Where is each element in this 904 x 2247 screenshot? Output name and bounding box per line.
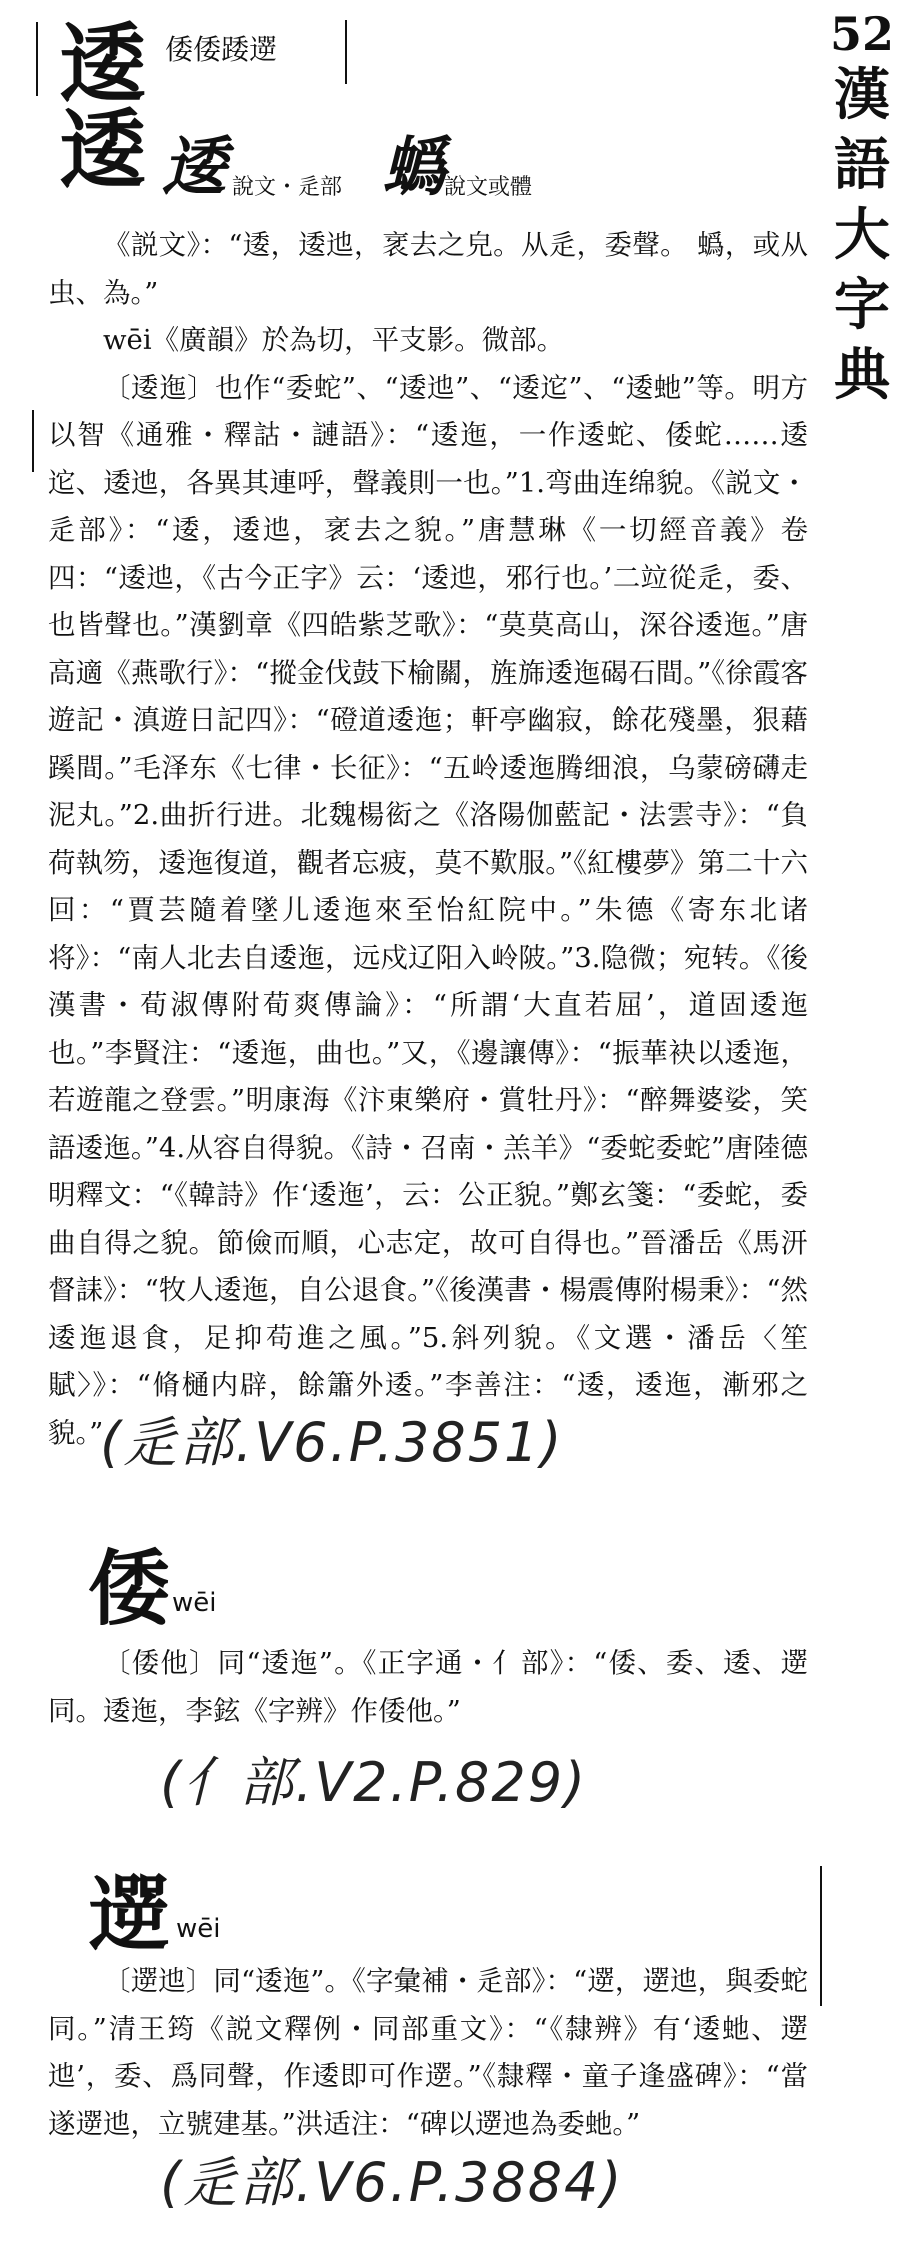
seal-variant-glyph: 蟡 bbox=[382, 130, 446, 205]
dictionary-sidebar bbox=[830, 8, 894, 410]
definition-paragraph: 〔倭他〕同“逶迤”。《正字通・亻部》：“倭、委、逶、遻同。逶迤，李鉉《字辨》作倭他。” bbox=[48, 1647, 808, 1727]
volume-number: 52 bbox=[830, 7, 895, 61]
entry-body bbox=[48, 1958, 808, 2148]
entry-body bbox=[48, 1640, 808, 1735]
handwritten-reference: (辵部.V6.P.3851) bbox=[100, 1411, 564, 1474]
margin-line bbox=[36, 22, 38, 96]
margin-line bbox=[345, 20, 347, 84]
seal-variant-caption: 說文或體 bbox=[444, 175, 533, 200]
seal-script-glyph: 逶 bbox=[162, 130, 226, 205]
headword-traditional: 逶 bbox=[60, 100, 146, 201]
title-char-5: 典 bbox=[834, 342, 890, 408]
margin-line bbox=[820, 1866, 822, 2006]
entry-body bbox=[48, 222, 808, 1457]
shuowen-paragraph: 《説文》：“逶，逶迆，衺去之皃。从辵，委聲。 蟡，或从虫、為。” bbox=[48, 229, 808, 309]
handwritten-reference: (辵部.V6.P.3884) bbox=[160, 2151, 624, 2214]
headword: 遻 bbox=[88, 1867, 171, 1963]
variant-forms: 倭倭踒遻 bbox=[165, 33, 278, 66]
title-char-4: 字 bbox=[834, 272, 890, 338]
headword-main: 逶 bbox=[60, 14, 146, 115]
title-char-2: 語 bbox=[834, 132, 890, 198]
pinyin: wēi bbox=[176, 1914, 221, 1944]
definition-paragraph: 〔遻迆〕同“逶迤”。《字彙補・辵部》：“遻，遻迆，與委蛇同。”清王筠《説文釋例・同部重文》：“《隸辨》有‘逶虵、遻迆’，委、爲同聲，作逶即可作遻。”《隸釋・童子逢盛碑》：“當遂遻迆，立號建基。”洪适注：“碑以遻迆為委虵。” bbox=[48, 1965, 808, 2140]
title-char-1: 漢 bbox=[834, 62, 890, 128]
headword: 倭 bbox=[88, 1541, 171, 1637]
definition-paragraph: 〔逶迤〕也作“委蛇”、“逶迆”、“逶迱”、“逶虵”等。明方以智《通雅・釋詁・謰語》：“逶迤，一作逶蛇、倭蛇……逶迱、逶迆，各異其連呼，聲義則一也。”1.弯曲连绵貌。《説文・辵部》：“逶，逶迆，衺去之貌。”唐慧琳《一切經音義》卷四：“逶迆，《古今正字》云：‘逶迆，邪行也。’二竝從辵，委、也皆聲也。”漢劉章《四皓紫芝歌》：“莫莫高山，深谷逶迤。”唐高適《燕歌行》：“摐金伐鼓下榆關，旌旆逶迤碣石間。”《徐霞客遊記・滇遊日記四》：“磴道逶迤；軒亭幽寂，餘花殘墨，狠藉蹊間。”毛泽东《七律・长征》：“五岭逶迤腾细浪，乌蒙磅礴走泥丸。”2.曲折行进。北魏楊衒之《洛陽伽藍記・法雲寺》：“負荷執笏，逶迤復道，觀者忘疲，莫不歎服。”《紅樓夢》第二十六回：“賈芸隨着墜儿逶迤來至怡紅院中。”朱德《寄东北诸将》：“南人北去自逶迤，远戍辽阳入岭陂。”3.隐微；宛转。《後漢書・荀淑傳附荀爽傳論》：“所謂‘大直若屈’，道固逶迤也。”李賢注：“逶迤，曲也。”又，《邊讓傳》：“振華袂以逶迤，若遊龍之登雲。”明康海《汴東樂府・賞牡丹》：“醉舞婆娑，笑語逶迤。”4.从容自得貌。《詩・召南・羔羊》“委蛇委蛇”唐陸德明釋文：“《韓詩》作‘逶迤’，云：公正貌。”鄭玄箋：“委蛇，委曲自得之貌。節儉而順，心志定，故可自得也。”晉潘岳《馬汧督誄》：“牧人逶迤，自公退食。”《後漢書・楊震傳附楊秉》：“然逶迤退食，足抑苟進之風。”5.斜列貌。《文選・潘岳〈笙賦〉》：“脩樋内辟，餘簫外逶。”李善注：“逶，逶迤，漸邪之貌。” bbox=[48, 371, 809, 1449]
margin-line bbox=[32, 410, 34, 472]
phonetic-paragraph: wēi《廣韻》於為切，平支影。微部。 bbox=[103, 324, 565, 356]
title-char-3: 大 bbox=[834, 202, 890, 268]
handwritten-reference: (亻部.V2.P.829) bbox=[160, 1751, 588, 1814]
seal-caption: 說文・辵部 bbox=[232, 175, 343, 200]
pinyin: wēi bbox=[172, 1588, 217, 1618]
